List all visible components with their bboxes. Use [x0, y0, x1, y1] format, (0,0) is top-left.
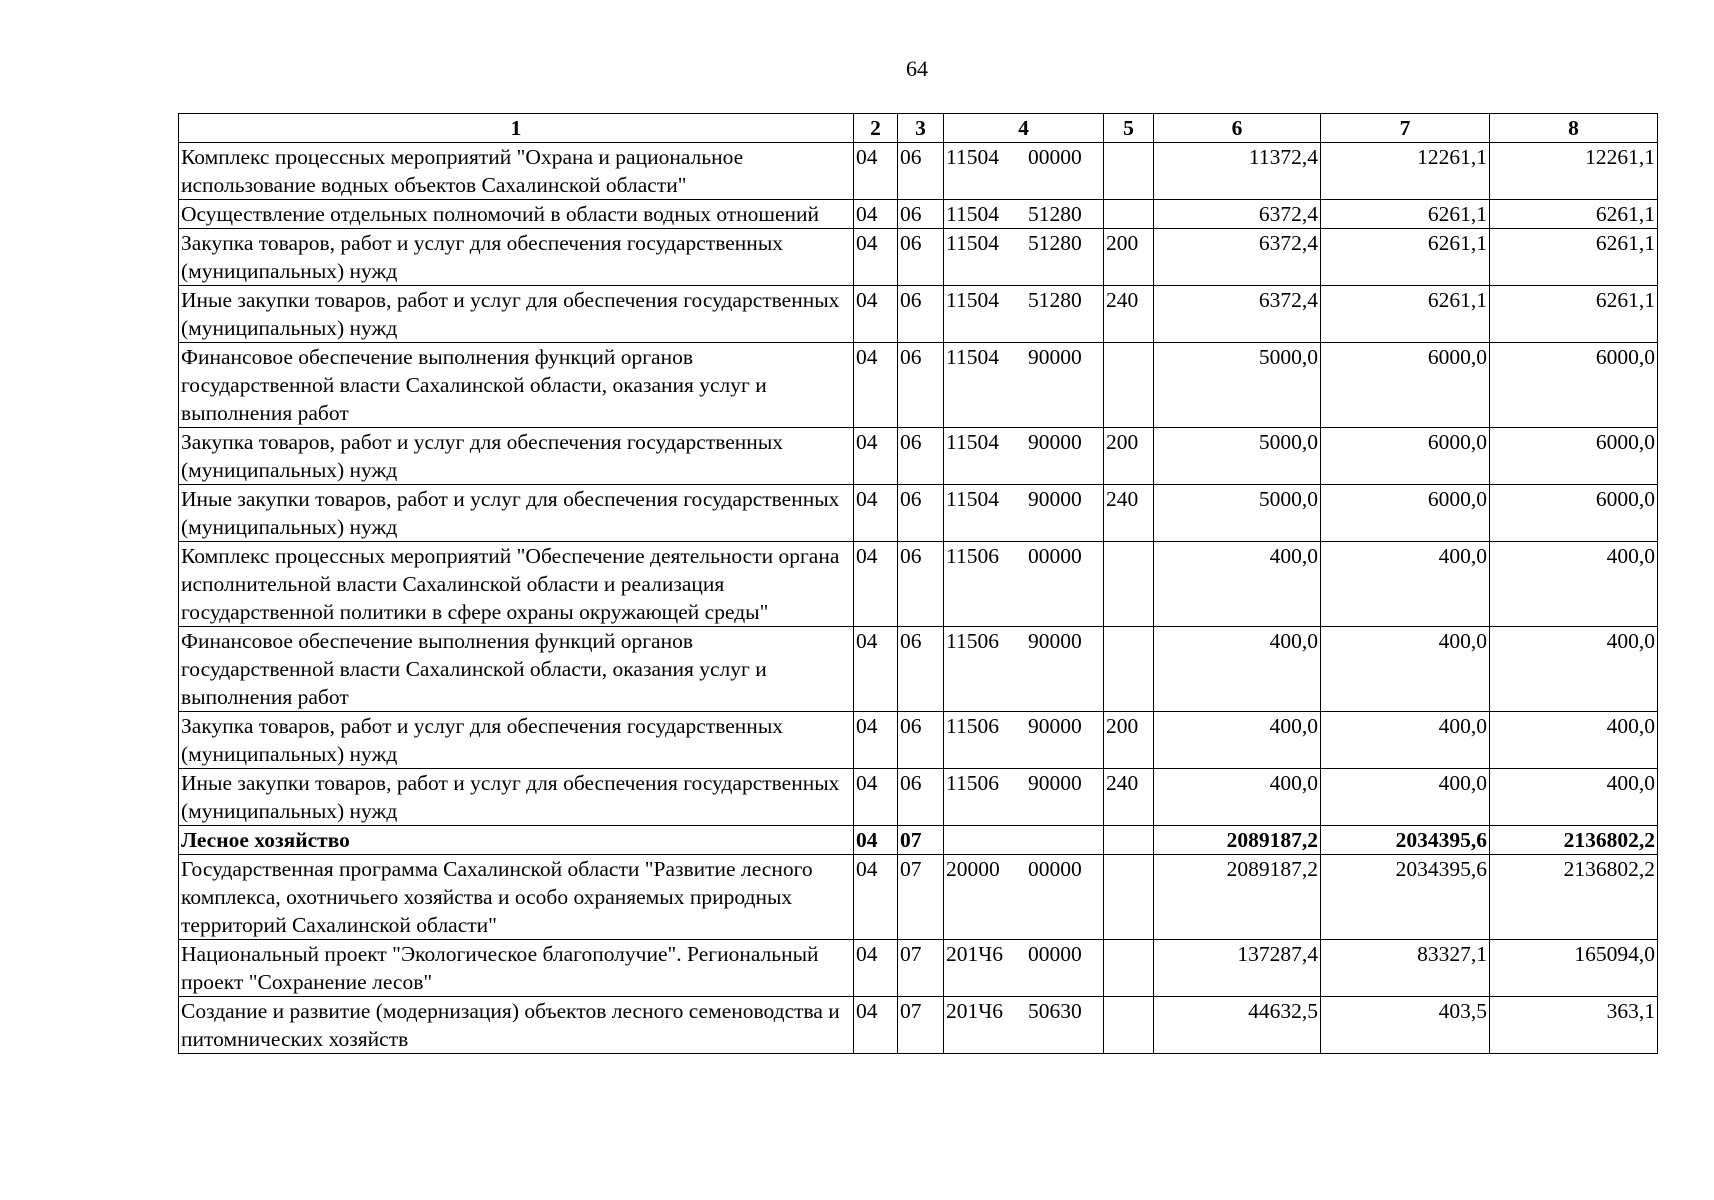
program-code: 11504 — [946, 288, 999, 312]
target-article-code — [944, 485, 1104, 542]
direction-code: 51280 — [1028, 202, 1082, 226]
target-article-code — [944, 343, 1104, 428]
subsection-code: 06 — [898, 542, 944, 627]
target-article-code — [944, 286, 1104, 343]
amount-col-6: 5000,0 — [1154, 343, 1321, 428]
table-row — [179, 343, 1658, 428]
row-name: Финансовое обеспечение выполнения функций органов государственной власти Сахалинской области, оказания услуг и выполнения работ — [179, 343, 854, 428]
expense-type-code — [1104, 826, 1154, 855]
section-code: 04 — [854, 855, 898, 940]
amount-col-6: 137287,4 — [1154, 940, 1321, 997]
row-name: Финансовое обеспечение выполнения функций органов государственной власти Сахалинской области, оказания услуг и выполнения работ — [179, 627, 854, 712]
row-name: Комплекс процессных мероприятий "Охрана и рациональное использование водных объектов Сахалинской области" — [179, 143, 854, 200]
expense-type-code — [1104, 200, 1154, 229]
section-code: 04 — [854, 997, 898, 1054]
section-code: 04 — [854, 143, 898, 200]
expense-type-code — [1104, 627, 1154, 712]
expense-type-code: 200 — [1104, 229, 1154, 286]
subsection-code: 07 — [898, 855, 944, 940]
direction-code: 90000 — [1028, 487, 1082, 511]
amount-col-7: 400,0 — [1321, 769, 1490, 826]
direction-code: 90000 — [1028, 430, 1082, 454]
table-row — [179, 200, 1658, 229]
amount-col-6: 11372,4 — [1154, 143, 1321, 200]
target-article-code — [944, 627, 1104, 712]
section-code: 04 — [854, 712, 898, 769]
subsection-code: 06 — [898, 286, 944, 343]
amount-col-6: 400,0 — [1154, 542, 1321, 627]
amount-col-6: 6372,4 — [1154, 200, 1321, 229]
amount-col-8: 400,0 — [1490, 712, 1658, 769]
amount-col-6: 6372,4 — [1154, 229, 1321, 286]
row-name: Комплекс процессных мероприятий "Обеспечение деятельности органа исполнительной власти Сахалинской области и реализация государственной политики в сфере охраны окружающей среды" — [179, 542, 854, 627]
section-code: 04 — [854, 940, 898, 997]
section-code: 04 — [854, 542, 898, 627]
table-row — [179, 286, 1658, 343]
amount-col-8: 6000,0 — [1490, 485, 1658, 542]
program-code: 11506 — [946, 544, 999, 568]
amount-col-8: 6261,1 — [1490, 200, 1658, 229]
row-name: Лесное хозяйство — [179, 826, 854, 855]
amount-col-8: 2136802,2 — [1490, 826, 1658, 855]
amount-col-7: 400,0 — [1321, 712, 1490, 769]
amount-col-6: 2089187,2 — [1154, 826, 1321, 855]
target-article-code — [944, 712, 1104, 769]
table-row — [179, 712, 1658, 769]
direction-code: 00000 — [1028, 857, 1082, 881]
amount-col-8: 400,0 — [1490, 542, 1658, 627]
amount-col-8: 400,0 — [1490, 627, 1658, 712]
program-code: 11504 — [946, 430, 999, 454]
row-name: Государственная программа Сахалинской области "Развитие лесного комплекса, охотничьего хозяйства и особо охраняемых природных территорий Сахалинской области" — [179, 855, 854, 940]
table-row — [179, 428, 1658, 485]
target-article-code — [944, 769, 1104, 826]
subsection-code: 07 — [898, 826, 944, 855]
expense-type-code — [1104, 143, 1154, 200]
expense-type-code: 240 — [1104, 286, 1154, 343]
table-row — [179, 769, 1658, 826]
section-code: 04 — [854, 286, 898, 343]
amount-col-8: 12261,1 — [1490, 143, 1658, 200]
row-name: Создание и развитие (модернизация) объектов лесного семеноводства и питомнических хозяйств — [179, 997, 854, 1054]
target-article-code — [944, 200, 1104, 229]
expense-type-code — [1104, 542, 1154, 627]
expense-type-code: 240 — [1104, 769, 1154, 826]
amount-col-7: 6261,1 — [1321, 286, 1490, 343]
header-cell: 3 — [898, 114, 944, 143]
subsection-code: 06 — [898, 712, 944, 769]
row-name: Иные закупки товаров, работ и услуг для обеспечения государственных (муниципальных) нужд — [179, 286, 854, 343]
program-code: 11506 — [946, 629, 999, 653]
target-article-code — [944, 826, 1104, 855]
expense-type-code — [1104, 855, 1154, 940]
subsection-code: 06 — [898, 143, 944, 200]
amount-col-8: 400,0 — [1490, 769, 1658, 826]
expense-type-code: 240 — [1104, 485, 1154, 542]
header-cell: 4 — [944, 114, 1104, 143]
target-article-code — [944, 428, 1104, 485]
target-article-code — [944, 940, 1104, 997]
direction-code: 90000 — [1028, 771, 1082, 795]
header-cell: 5 — [1104, 114, 1154, 143]
program-code: 201Ч6 — [946, 942, 1003, 966]
table-row — [179, 627, 1658, 712]
direction-code: 00000 — [1028, 145, 1082, 169]
program-code: 11504 — [946, 345, 999, 369]
section-code: 04 — [854, 627, 898, 712]
table-row — [179, 855, 1658, 940]
header-row — [179, 114, 1658, 143]
program-code: 11504 — [946, 145, 999, 169]
amount-col-8: 165094,0 — [1490, 940, 1658, 997]
target-article-code — [944, 997, 1104, 1054]
table-row — [179, 940, 1658, 997]
row-name: Закупка товаров, работ и услуг для обеспечения государственных (муниципальных) нужд — [179, 229, 854, 286]
program-code: 11506 — [946, 714, 999, 738]
direction-code: 00000 — [1028, 942, 1082, 966]
direction-code: 90000 — [1028, 714, 1082, 738]
table-row — [179, 997, 1658, 1054]
amount-col-8: 6000,0 — [1490, 428, 1658, 485]
direction-code: 51280 — [1028, 288, 1082, 312]
budget-table — [178, 113, 1658, 1054]
section-code: 04 — [854, 485, 898, 542]
row-name: Иные закупки товаров, работ и услуг для обеспечения государственных (муниципальных) нужд — [179, 769, 854, 826]
amount-col-6: 2089187,2 — [1154, 855, 1321, 940]
subsection-code: 06 — [898, 627, 944, 712]
direction-code: 90000 — [1028, 629, 1082, 653]
amount-col-8: 6261,1 — [1490, 286, 1658, 343]
table-row — [179, 542, 1658, 627]
header-cell: 7 — [1321, 114, 1490, 143]
subsection-code: 06 — [898, 428, 944, 485]
amount-col-7: 400,0 — [1321, 627, 1490, 712]
section-code: 04 — [854, 200, 898, 229]
direction-code: 90000 — [1028, 345, 1082, 369]
subsection-code: 06 — [898, 229, 944, 286]
expense-type-code: 200 — [1104, 428, 1154, 485]
section-code: 04 — [854, 428, 898, 485]
amount-col-7: 6261,1 — [1321, 200, 1490, 229]
expense-type-code — [1104, 940, 1154, 997]
table-row — [179, 229, 1658, 286]
section-code: 04 — [854, 229, 898, 286]
direction-code: 00000 — [1028, 544, 1082, 568]
program-code: 20000 — [946, 857, 1000, 881]
target-article-code — [944, 229, 1104, 286]
amount-col-7: 6000,0 — [1321, 343, 1490, 428]
subsection-code: 06 — [898, 485, 944, 542]
amount-col-6: 5000,0 — [1154, 428, 1321, 485]
row-name: Национальный проект "Экологическое благополучие". Региональный проект "Сохранение лесов" — [179, 940, 854, 997]
table-row — [179, 826, 1658, 855]
header-cell: 1 — [179, 114, 854, 143]
program-code: 11504 — [946, 231, 999, 255]
subsection-code: 07 — [898, 997, 944, 1054]
row-name: Закупка товаров, работ и услуг для обеспечения государственных (муниципальных) нужд — [179, 712, 854, 769]
expense-type-code — [1104, 343, 1154, 428]
amount-col-6: 400,0 — [1154, 769, 1321, 826]
amount-col-8: 2136802,2 — [1490, 855, 1658, 940]
row-name: Осуществление отдельных полномочий в области водных отношений — [179, 200, 854, 229]
row-name: Иные закупки товаров, работ и услуг для обеспечения государственных (муниципальных) нужд — [179, 485, 854, 542]
amount-col-7: 400,0 — [1321, 542, 1490, 627]
amount-col-6: 5000,0 — [1154, 485, 1321, 542]
header-cell: 6 — [1154, 114, 1321, 143]
amount-col-7: 83327,1 — [1321, 940, 1490, 997]
amount-col-6: 44632,5 — [1154, 997, 1321, 1054]
section-code: 04 — [854, 826, 898, 855]
row-name: Закупка товаров, работ и услуг для обеспечения государственных (муниципальных) нужд — [179, 428, 854, 485]
header-cell: 8 — [1490, 114, 1658, 143]
amount-col-7: 403,5 — [1321, 997, 1490, 1054]
amount-col-6: 400,0 — [1154, 712, 1321, 769]
expense-type-code — [1104, 997, 1154, 1054]
program-code: 11506 — [946, 771, 999, 795]
amount-col-8: 6261,1 — [1490, 229, 1658, 286]
amount-col-7: 2034395,6 — [1321, 855, 1490, 940]
target-article-code — [944, 855, 1104, 940]
program-code: 11504 — [946, 487, 999, 511]
amount-col-8: 363,1 — [1490, 997, 1658, 1054]
program-code: 201Ч6 — [946, 999, 1003, 1023]
amount-col-6: 6372,4 — [1154, 286, 1321, 343]
amount-col-7: 6000,0 — [1321, 428, 1490, 485]
subsection-code: 06 — [898, 769, 944, 826]
page-number: 64 — [906, 56, 928, 81]
target-article-code — [944, 542, 1104, 627]
direction-code: 50630 — [1028, 999, 1082, 1023]
amount-col-7: 2034395,6 — [1321, 826, 1490, 855]
subsection-code: 07 — [898, 940, 944, 997]
target-article-code — [944, 143, 1104, 200]
subsection-code: 06 — [898, 343, 944, 428]
section-code: 04 — [854, 769, 898, 826]
amount-col-7: 6261,1 — [1321, 229, 1490, 286]
amount-col-7: 12261,1 — [1321, 143, 1490, 200]
section-code: 04 — [854, 343, 898, 428]
amount-col-8: 6000,0 — [1490, 343, 1658, 428]
table-row — [179, 143, 1658, 200]
direction-code: 51280 — [1028, 231, 1082, 255]
expense-type-code: 200 — [1104, 712, 1154, 769]
amount-col-7: 6000,0 — [1321, 485, 1490, 542]
header-cell: 2 — [854, 114, 898, 143]
program-code: 11504 — [946, 202, 999, 226]
amount-col-6: 400,0 — [1154, 627, 1321, 712]
subsection-code: 06 — [898, 200, 944, 229]
table-row — [179, 485, 1658, 542]
